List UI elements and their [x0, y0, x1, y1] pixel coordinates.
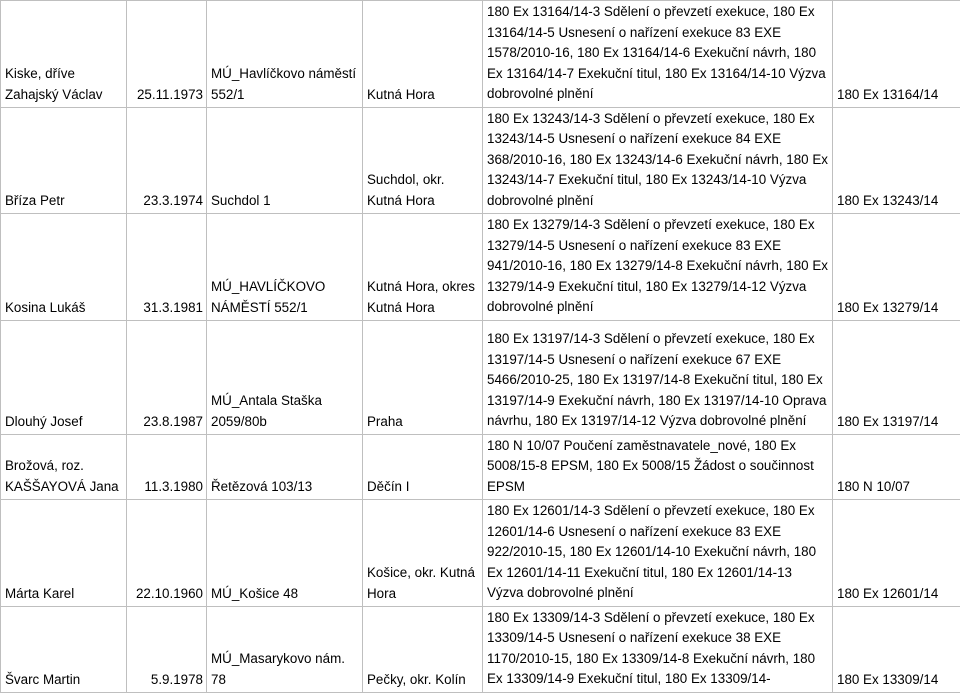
city-cell: Suchdol, okr. Kutná Hora — [363, 107, 483, 214]
records-cell: 180 N 10/07 Poučení zaměstnavatele_nové, 180 Ex 5008/15-8 EPSM, 180 Ex 5008/15 Žádost o součinnost EPSM — [483, 434, 833, 500]
city-cell: Děčín I — [363, 434, 483, 500]
table-row — [1, 434, 960, 500]
records-cell: 180 Ex 13309/14-3 Sdělení o převzetí exekuce, 180 Ex 13309/14-5 Usnesení o nařízení exekuce 38 EXE 1170/2010-15, 180 Ex 13309/14-8 Exekuční návrh, 180 Ex 13309/14-9 Exekuční titul, 180 Ex 13309/14- — [483, 606, 833, 692]
case-cell: 180 N 10/07 — [833, 434, 960, 500]
address-cell: Suchdol 1 — [207, 107, 363, 214]
city-cell: Kutná Hora, okres Kutná Hora — [363, 214, 483, 321]
name-cell: Kiske, dříve Zahajský Václav — [1, 1, 127, 108]
date-cell: 23.3.1974 — [127, 107, 207, 214]
records-cell: 180 Ex 12601/14-3 Sdělení o převzetí exekuce, 180 Ex 12601/14-6 Usnesení o nařízení exekuce 83 EXE 922/2010-15, 180 Ex 12601/14-10 Exekuční návrh, 180 Ex 12601/14-11 Exekuční titul, 180 Ex 12601/14-13 Výzva dobrovolné plnění — [483, 500, 833, 607]
records-cell: 180 Ex 13279/14-3 Sdělení o převzetí exekuce, 180 Ex 13279/14-5 Usnesení o nařízení exekuce 83 EXE 941/2010-16, 180 Ex 13279/14-8 Exekuční návrh, 180 Ex 13279/14-9 Exekuční titul, 180 Ex 13279/14-12 Výzva dobrovolné plnění — [483, 214, 833, 321]
name-cell: Švarc Martin — [1, 606, 127, 692]
name-cell: Bříza Petr — [1, 107, 127, 214]
date-cell: 23.8.1987 — [127, 320, 207, 434]
date-cell: 25.11.1973 — [127, 1, 207, 108]
address-cell: MÚ_Havlíčkovo náměstí 552/1 — [207, 1, 363, 108]
name-cell: Márta Karel — [1, 500, 127, 607]
address-cell: MÚ_Antala Staška 2059/80b — [207, 320, 363, 434]
city-cell: Kutná Hora — [363, 1, 483, 108]
date-cell: 31.3.1981 — [127, 214, 207, 321]
city-cell: Pečky, okr. Kolín — [363, 606, 483, 692]
name-cell: Brožová, roz. KAŠŠAYOVÁ Jana — [1, 434, 127, 500]
address-cell: MÚ_Košice 48 — [207, 500, 363, 607]
table-row — [1, 500, 960, 607]
case-cell: 180 Ex 13309/14 — [833, 606, 960, 692]
address-cell: Řetězová 103/13 — [207, 434, 363, 500]
table-row — [1, 606, 960, 692]
case-cell: 180 Ex 13197/14 — [833, 320, 960, 434]
case-cell: 180 Ex 13243/14 — [833, 107, 960, 214]
name-cell: Dlouhý Josef — [1, 320, 127, 434]
table-row — [1, 320, 960, 434]
table-row — [1, 1, 960, 108]
records-cell: 180 Ex 13164/14-3 Sdělení o převzetí exekuce, 180 Ex 13164/14-5 Usnesení o nařízení exekuce 83 EXE 1578/2010-16, 180 Ex 13164/14-6 Exekuční návrh, 180 Ex 13164/14-7 Exekuční titul, 180 Ex 13164/14-10 Výzva dobrovolné plnění — [483, 1, 833, 108]
case-cell: 180 Ex 12601/14 — [833, 500, 960, 607]
case-cell: 180 Ex 13279/14 — [833, 214, 960, 321]
city-cell: Praha — [363, 320, 483, 434]
name-cell: Kosina Lukáš — [1, 214, 127, 321]
records-cell: 180 Ex 13197/14-3 Sdělení o převzetí exekuce, 180 Ex 13197/14-5 Usnesení o nařízení exekuce 67 EXE 5466/2010-25, 180 Ex 13197/14-8 Exekuční titul, 180 Ex 13197/14-9 Exekuční návrh, 180 Ex 13197/14-10 Oprava návrhu, 180 Ex 13197/14-12 Výzva dobrovolné plnění — [483, 320, 833, 434]
date-cell: 22.10.1960 — [127, 500, 207, 607]
address-cell: MÚ_HAVLÍČKOVO NÁMĚSTÍ 552/1 — [207, 214, 363, 321]
records-cell: 180 Ex 13243/14-3 Sdělení o převzetí exekuce, 180 Ex 13243/14-5 Usnesení o nařízení exekuce 84 EXE 368/2010-16, 180 Ex 13243/14-6 Exekuční návrh, 180 Ex 13243/14-7 Exekuční titul, 180 Ex 13243/14-10 Výzva dobrovolné plnění — [483, 107, 833, 214]
case-cell: 180 Ex 13164/14 — [833, 1, 960, 108]
date-cell: 5.9.1978 — [127, 606, 207, 692]
city-cell: Košice, okr. Kutná Hora — [363, 500, 483, 607]
table-row — [1, 214, 960, 321]
table-row — [1, 107, 960, 214]
date-cell: 11.3.1980 — [127, 434, 207, 500]
address-cell: MÚ_Masarykovo nám. 78 — [207, 606, 363, 692]
